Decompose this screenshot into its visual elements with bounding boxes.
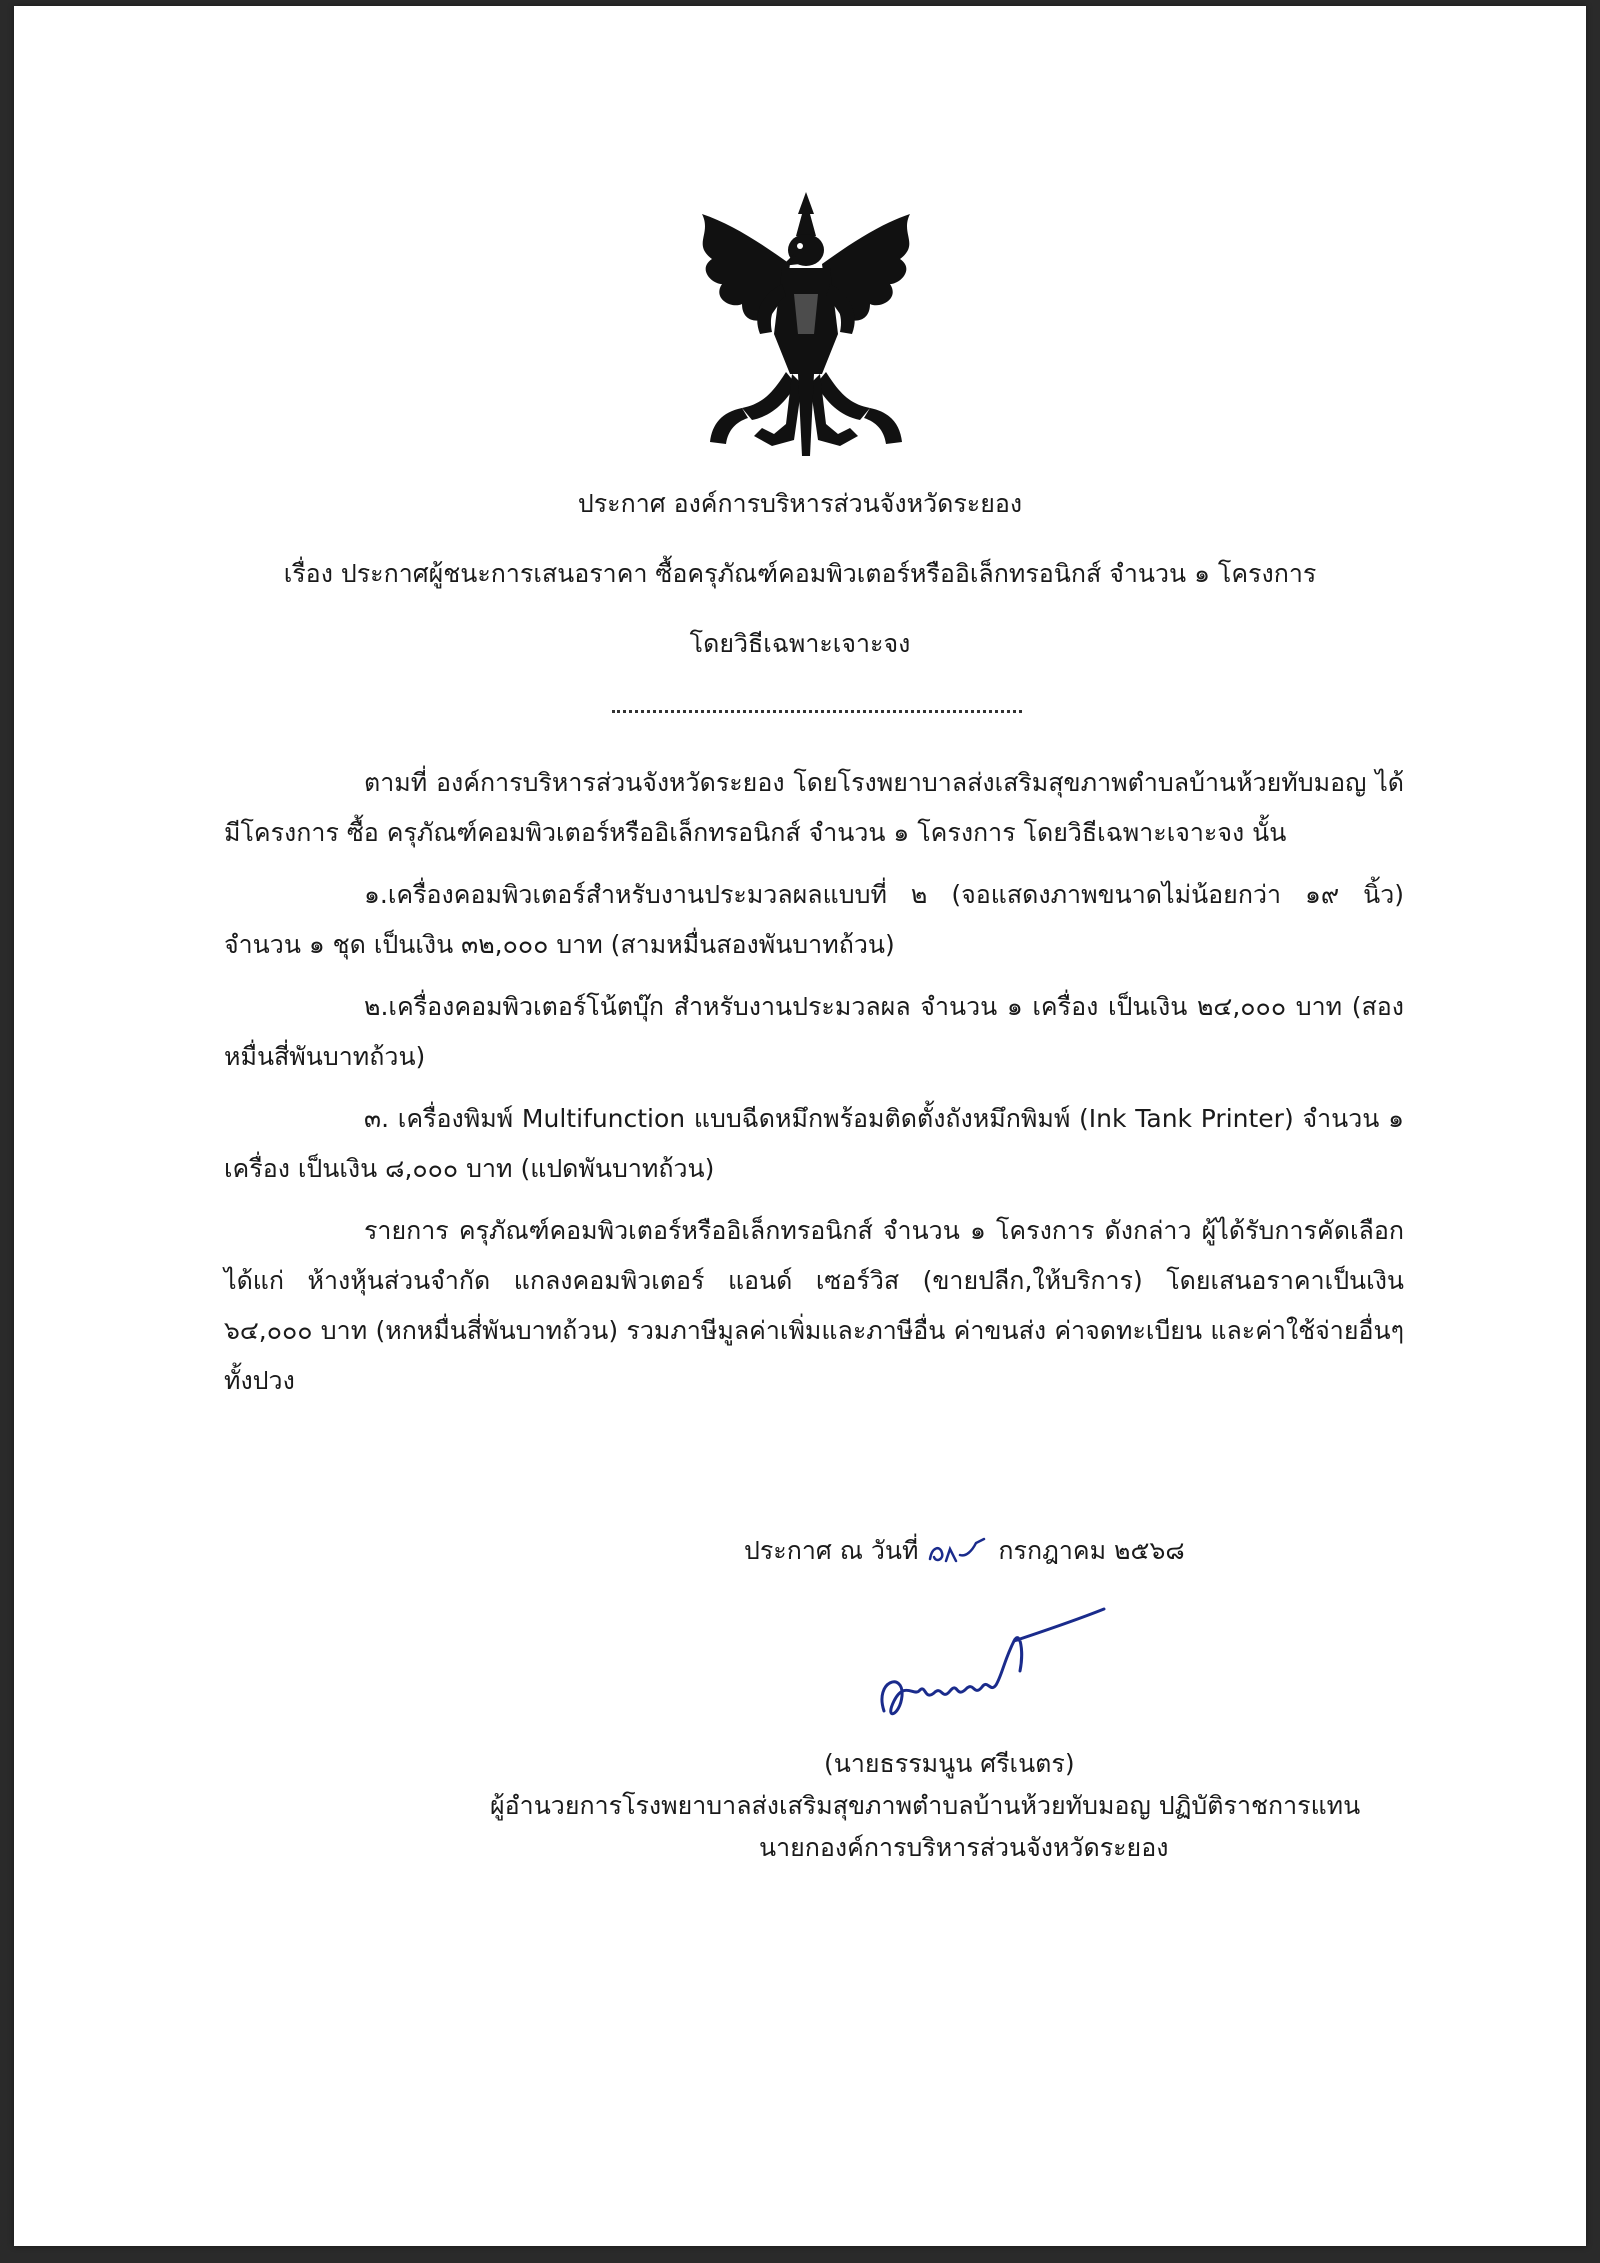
date-month-year: กรกฎาคม ๒๕๖๘ — [998, 1536, 1185, 1565]
garuda-emblem-icon — [682, 184, 930, 462]
date-prefix: ประกาศ ณ วันที่ — [744, 1536, 919, 1565]
announcement-date — [744, 1531, 1185, 1571]
handwritten-day-mark — [926, 1537, 990, 1567]
summary-paragraph: รายการ ครุภัณฑ์คอมพิวเตอร์หรืออิเล็กทรอนิกส์ จำนวน ๑ โครงการ ดังกล่าว ผู้ได้รับการคัดเลือก ได้แก่ ห้างหุ้นส่วนจำกัด แกลงคอมพิวเตอร์ แอนด์ เซอร์วิส (ขายปลีก,ให้บริการ) โดยเสนอราคาเป็นเงิน ๖๔,๐๐๐ บาท (หกหมื่นสี่พันบาทถ้วน) รวมภาษีมูลค่าเพิ่มและภาษีอื่น ค่าขนส่ง ค่าจดทะเบียน และค่าใช้จ่ายอื่นๆทั้งปวง — [224, 1216, 1404, 1395]
header-line-1: ประกาศ องค์การบริหารส่วนจังหวัดระยอง — [577, 489, 1023, 518]
item-paragraph-1: ๑.เครื่องคอมพิวเตอร์สำหรับงานประมวลผลแบบที่ ๒ (จอแสดงภาพขนาดไม่น้อยกว่า ๑๙ นิ้ว) จำนวน ๑ ชุด เป็นเงิน ๓๒,๐๐๐ บาท (สามหมื่นสองพันบาทถ้วน) — [224, 880, 1404, 959]
separator-dotted-line — [612, 710, 1022, 713]
document-body — [224, 758, 1404, 1418]
handwritten-signature — [864, 1601, 1114, 1741]
header-line-3: โดยวิธีเฉพาะเจาะจง — [689, 629, 911, 658]
signatory-name: (นายธรรมนูน ศรีเนตร) — [824, 1749, 1075, 1778]
signatory-position-2: นายกองค์การบริหารส่วนจังหวัดระยอง — [759, 1833, 1169, 1862]
intro-paragraph: ตามที่ องค์การบริหารส่วนจังหวัดระยอง โดยโรงพยาบาลส่งเสริมสุขภาพตำบลบ้านห้วยทับมอญ ได้มีโครงการ ซื้อ ครุภัณฑ์คอมพิวเตอร์หรืออิเล็กทรอนิกส์ จำนวน ๑ โครงการ โดยวิธีเฉพาะเจาะจง นั้น — [224, 768, 1404, 847]
document-page — [14, 6, 1586, 2246]
item-paragraph-3: ๓. เครื่องพิมพ์ Multifunction แบบฉีดหมึกพร้อมติดตั้งถังหมึกพิมพ์ (Ink Tank Printer) จำนวน ๑ เครื่อง เป็นเงิน ๘,๐๐๐ บาท (แปดพันบาทถ้วน) — [224, 1104, 1404, 1183]
header-line-2: เรื่อง ประกาศผู้ชนะการเสนอราคา ซื้อครุภัณฑ์คอมพิวเตอร์หรืออิเล็กทรอนิกส์ จำนวน ๑ โครงการ — [283, 559, 1317, 588]
signatory-position-1: ผู้อำนวยการโรงพยาบาลส่งเสริมสุขภาพตำบลบ้านห้วยทับมอญ ปฏิบัติราชการแทน — [490, 1791, 1361, 1820]
item-paragraph-2: ๒.เครื่องคอมพิวเตอร์โน้ตบุ๊ก สำหรับงานประมวลผล จำนวน ๑ เครื่อง เป็นเงิน ๒๔,๐๐๐ บาท (สองหมื่นสี่พันบาทถ้วน) — [224, 992, 1404, 1071]
